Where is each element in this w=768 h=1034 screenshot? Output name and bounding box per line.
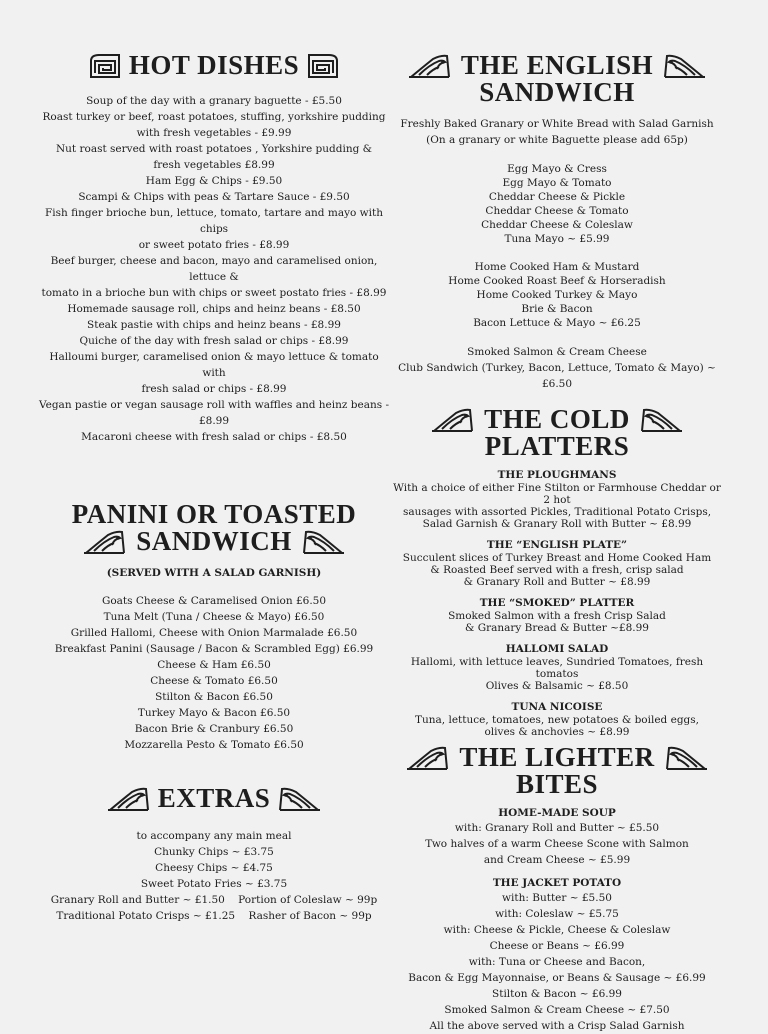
- section-title: THE “SMOKED” PLATTER: [479, 597, 635, 609]
- menu-line: fresh salad or chips - £8.99: [141, 383, 287, 395]
- menu-line: Cheese & Ham £6.50: [157, 659, 271, 671]
- menu-line: Mozzarella Pesto & Tomato £6.50: [124, 739, 304, 751]
- lighter-title-line2: BITES: [515, 769, 599, 799]
- menu-line: Home Cooked Ham & Mustard: [474, 261, 640, 273]
- menu-line: Smoked Salmon & Cream Cheese: [467, 346, 647, 358]
- menu-line: Succulent slices of Turkey Breast and Home Cooked Ham: [402, 552, 712, 564]
- menu-line: Vegan pastie or vegan sausage roll with waffles and heinz beans - £8.99: [39, 399, 389, 427]
- menu-line: (On a granary or white Baguette please add 65p): [426, 134, 688, 146]
- wave-ornament-icon: [106, 786, 150, 812]
- wave-ornament-icon: [278, 786, 322, 812]
- menu-line: Macaroni cheese with fresh salad or chips - £8.50: [81, 431, 347, 443]
- menu-line: with: Butter ~ £5.50: [502, 892, 612, 904]
- menu-line: Two halves of a warm Cheese Scone with Salmon: [425, 838, 689, 850]
- hot-dishes-list: [38, 93, 390, 445]
- panini-title-line2: SANDWICH: [136, 526, 292, 556]
- extras-list: [38, 828, 390, 924]
- jacket-potato-section: [392, 876, 722, 1034]
- menu-line: Tuna, lettuce, tomatoes, new potatoes & boiled eggs,: [415, 714, 699, 726]
- lighter-bites-heading: [392, 744, 722, 798]
- menu-line: with: Granary Roll and Butter ~ £5.50: [454, 822, 660, 834]
- wave-ornament-icon: [430, 407, 474, 433]
- menu-line: fresh vegetables £8.99: [153, 159, 275, 171]
- menu-line: Ham Egg & Chips - £9.50: [145, 175, 283, 187]
- english-group3: [392, 344, 722, 392]
- panini-heading: [38, 501, 390, 555]
- menu-line: Brie & Bacon: [521, 303, 593, 315]
- menu-line: Egg Mayo & Cress: [507, 163, 607, 175]
- menu-line: Quiche of the day with fresh salad or chips - £8.99: [79, 335, 349, 347]
- panini-title-line1: PANINI OR TOASTED: [71, 499, 357, 529]
- section-title: THE JACKET POTATO: [492, 877, 622, 889]
- menu-line: Bacon Brie & Cranbury £6.50: [134, 723, 294, 735]
- menu-line: Goats Cheese & Caramelised Onion £6.50: [101, 595, 327, 607]
- menu-line: Cheddar Cheese & Coleslaw: [481, 219, 633, 231]
- menu-line: & Granary Bread & Butter ~£8.99: [465, 622, 649, 634]
- english-title-line2: SANDWICH: [479, 77, 635, 107]
- panini-subtitle: (SERVED WITH A SALAD GARNISH): [106, 567, 322, 579]
- menu-line: Soup of the day with a granary baguette - £5.50: [86, 95, 342, 107]
- greek-key-icon: [89, 53, 121, 79]
- menu-line: with: Coleslaw ~ £5.75: [495, 908, 619, 920]
- english-group2: [392, 260, 722, 330]
- menu-line: Cheddar Cheese & Tomato: [485, 205, 629, 217]
- english-intro: [392, 116, 722, 148]
- menu-line: Club Sandwich (Turkey, Bacon, Lettuce, Tomato & Mayo) ~ £6.50: [398, 362, 716, 390]
- menu-line: Steak pastie with chips and heinz beans - £8.99: [87, 319, 341, 331]
- menu-line: Cheese & Tomato £6.50: [150, 675, 278, 687]
- greek-key-icon: [307, 53, 339, 79]
- menu-line: Stilton & Bacon ~ £6.99: [492, 988, 622, 1000]
- menu-line: Chunky Chips ~ £3.75: [154, 846, 274, 858]
- wave-ornament-icon: [82, 529, 126, 555]
- english-sandwich-heading: [392, 52, 722, 106]
- menu-line: sausages with assorted Pickles, Traditional Potato Crisps,: [402, 506, 712, 518]
- cold-title-line1: THE COLD: [484, 404, 630, 434]
- menu-line: & Granary Roll and Butter ~ £8.99: [463, 576, 651, 588]
- section-title: TUNA NICOISE: [511, 701, 603, 713]
- menu-line: to accompany any main meal: [136, 830, 292, 842]
- section-title: THE “ENGLISH PLATE”: [486, 539, 628, 551]
- wave-ornament-icon: [665, 745, 709, 771]
- english-plate-section: [392, 538, 722, 588]
- section-title: THE PLOUGHMANS: [497, 469, 617, 481]
- menu-line: Homemade sausage roll, chips and heinz beans - £8.50: [67, 303, 361, 315]
- cold-platters-heading: [392, 406, 722, 460]
- menu-line: Smoked Salmon & Cream Cheese ~ £7.50: [444, 1004, 670, 1016]
- section-title: HOME-MADE SOUP: [498, 807, 616, 819]
- menu-line: Bacon Lettuce & Mayo ~ £6.25: [473, 317, 641, 329]
- menu-line: Scampi & Chips with peas & Tartare Sauce - £9.50: [78, 191, 350, 203]
- cold-title-line2: PLATTERS: [484, 431, 630, 461]
- english-group1: [392, 162, 722, 246]
- menu-line: Smoked Salmon with a fresh Crisp Salad: [448, 610, 666, 622]
- left-column: [38, 52, 390, 924]
- menu-line: Home Cooked Turkey & Mayo: [476, 289, 638, 301]
- menu-line: With a choice of either Fine Stilton or Farmhouse Cheddar or 2 hot: [393, 482, 721, 506]
- wave-ornament-icon: [663, 53, 707, 79]
- lighter-title-line1: THE LIGHTER: [459, 742, 655, 772]
- panini-list: [38, 593, 390, 753]
- menu-line: Sweet Potato Fries ~ £3.75: [140, 878, 288, 890]
- menu-line: All the above served with a Crisp Salad Garnish: [429, 1020, 685, 1032]
- menu-line: with fresh vegetables - £9.99: [136, 127, 292, 139]
- soup-section: [392, 806, 722, 868]
- wave-ornament-icon: [405, 745, 449, 771]
- menu-line: Beef burger, cheese and bacon, mayo and caramelised onion, lettuce &: [50, 255, 378, 283]
- menu-line: Freshly Baked Granary or White Bread with Salad Garnish: [400, 118, 714, 130]
- tuna-nicoise-section: [392, 700, 722, 738]
- menu-line: Breakfast Panini (Sausage / Bacon & Scrambled Egg) £6.99: [54, 643, 374, 655]
- menu-line: Grilled Hallomi, Cheese with Onion Marmalade £6.50: [70, 627, 358, 639]
- menu-line: Granary Roll and Butter ~ £1.50 Portion of Coleslaw ~ 99p: [50, 894, 378, 906]
- menu-line: Roast turkey or beef, roast potatoes, stuffing, yorkshire pudding: [42, 111, 386, 123]
- wave-ornament-icon: [302, 529, 346, 555]
- right-column: [392, 52, 722, 1034]
- menu-line: Cheddar Cheese & Pickle: [488, 191, 626, 203]
- menu-line: Home Cooked Roast Beef & Horseradish: [448, 275, 666, 287]
- extras-heading: [38, 785, 390, 812]
- hot-dishes-heading: [38, 52, 390, 79]
- menu-line: Halloumi burger, caramelised onion & mayo lettuce & tomato with: [49, 351, 379, 379]
- hot-dishes-title: HOT DISHES: [128, 50, 300, 80]
- menu-line: and Cream Cheese ~ £5.99: [483, 854, 631, 866]
- menu-line: & Roasted Beef served with a fresh, crisp salad: [430, 564, 684, 576]
- menu-line: Salad Garnish & Granary Roll with Butter ~ £8.99: [422, 518, 692, 530]
- menu-line: Stilton & Bacon £6.50: [155, 691, 273, 703]
- menu-line: Olives & Balsamic ~ £8.50: [485, 680, 629, 692]
- menu-line: Bacon & Egg Mayonnaise, or Beans & Sausage ~ £6.99: [408, 972, 706, 984]
- menu-line: Cheesy Chips ~ £4.75: [155, 862, 273, 874]
- menu-line: with: Cheese & Pickle, Cheese & Coleslaw: [443, 924, 671, 936]
- ploughmans-section: [392, 468, 722, 530]
- menu-line: Nut roast served with roast potatoes , Yorkshire pudding &: [55, 143, 373, 155]
- menu-line: olives & anchovies ~ £8.99: [484, 726, 630, 738]
- smoked-platter-section: [392, 596, 722, 634]
- menu-line: Hallomi, with lettuce leaves, Sundried Tomatoes, fresh tomatos: [410, 656, 704, 680]
- menu-line: tomato in a brioche bun with chips or sweet postato fries - £8.99: [41, 287, 387, 299]
- menu-line: Tuna Mayo ~ £5.99: [504, 233, 610, 245]
- menu-line: Traditional Potato Crisps ~ £1.25 Rasher of Bacon ~ 99p: [56, 910, 372, 922]
- menu-line: Cheese or Beans ~ £6.99: [489, 940, 625, 952]
- wave-ornament-icon: [407, 53, 451, 79]
- english-title-line1: THE ENGLISH: [460, 50, 654, 80]
- section-title: HALLOMI SALAD: [505, 643, 609, 655]
- extras-title: EXTRAS: [157, 783, 271, 813]
- hallomi-salad-section: [392, 642, 722, 692]
- menu-line: or sweet potato fries - £8.99: [138, 239, 290, 251]
- menu-line: Egg Mayo & Tomato: [502, 177, 612, 189]
- menu-line: with: Tuna or Cheese and Bacon,: [468, 956, 646, 968]
- menu-line: Turkey Mayo & Bacon £6.50: [137, 707, 291, 719]
- wave-ornament-icon: [640, 407, 684, 433]
- menu-line: Fish finger brioche bun, lettuce, tomato, tartare and mayo with chips: [44, 207, 383, 235]
- menu-line: Tuna Melt (Tuna / Cheese & Mayo) £6.50: [103, 611, 325, 623]
